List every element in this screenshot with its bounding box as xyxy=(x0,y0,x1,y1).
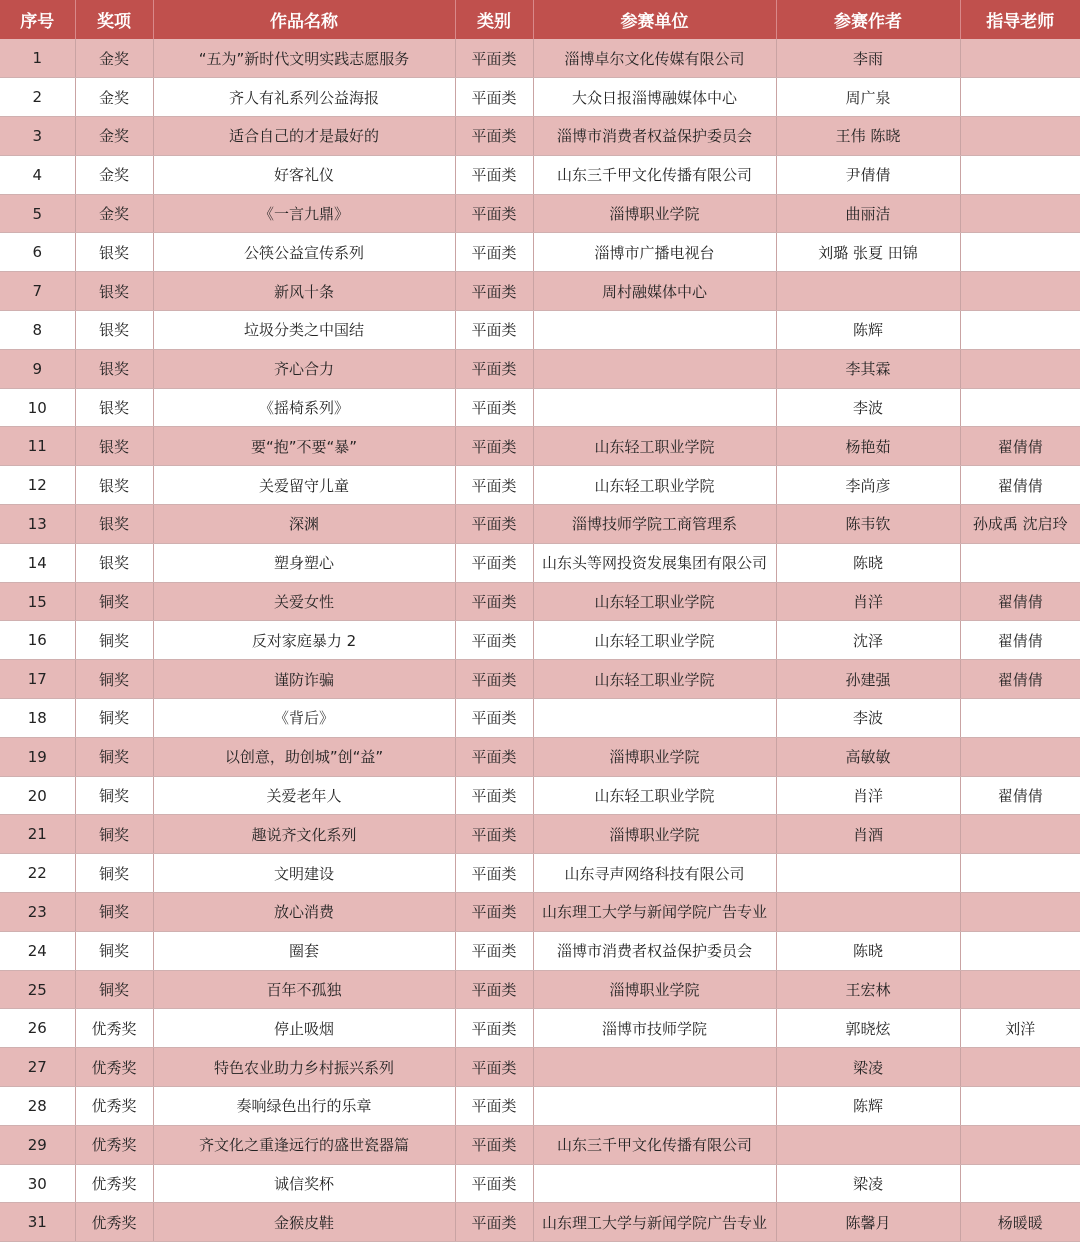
cell-title: 文明建设 xyxy=(153,854,455,893)
cell-award: 银奖 xyxy=(75,427,153,466)
cell-award: 铜奖 xyxy=(75,699,153,738)
cell-category: 平面类 xyxy=(455,117,533,156)
table-row xyxy=(0,737,1080,776)
cell-award: 铜奖 xyxy=(75,893,153,932)
cell-category: 平面类 xyxy=(455,1203,533,1242)
cell-no: 26 xyxy=(0,1009,75,1048)
cell-category: 平面类 xyxy=(455,155,533,194)
cell-teacher: 翟倩倩 xyxy=(960,660,1080,699)
table-row xyxy=(0,893,1080,932)
cell-title: 要“抱”不要“暴” xyxy=(153,427,455,466)
cell-no: 10 xyxy=(0,388,75,427)
cell-category: 平面类 xyxy=(455,194,533,233)
cell-author: 陈韦钦 xyxy=(776,505,960,544)
cell-author: 王伟 陈晓 xyxy=(776,117,960,156)
cell-author: 沈泽 xyxy=(776,621,960,660)
cell-no: 3 xyxy=(0,117,75,156)
cell-title: 新风十条 xyxy=(153,272,455,311)
cell-unit: 山东轻工职业学院 xyxy=(533,427,776,466)
table-row xyxy=(0,970,1080,1009)
cell-category: 平面类 xyxy=(455,737,533,776)
cell-category: 平面类 xyxy=(455,388,533,427)
cell-teacher: 翟倩倩 xyxy=(960,621,1080,660)
cell-title: 垃圾分类之中国结 xyxy=(153,311,455,350)
cell-no: 9 xyxy=(0,349,75,388)
cell-teacher xyxy=(960,1087,1080,1126)
cell-teacher xyxy=(960,311,1080,350)
cell-teacher: 翟倩倩 xyxy=(960,776,1080,815)
cell-title: 趣说齐文化系列 xyxy=(153,815,455,854)
cell-unit xyxy=(533,1048,776,1087)
cell-category: 平面类 xyxy=(455,621,533,660)
cell-author: 陈辉 xyxy=(776,1087,960,1126)
cell-teacher xyxy=(960,893,1080,932)
cell-award: 优秀奖 xyxy=(75,1203,153,1242)
cell-teacher xyxy=(960,815,1080,854)
cell-award: 银奖 xyxy=(75,388,153,427)
cell-no: 22 xyxy=(0,854,75,893)
cell-category: 平面类 xyxy=(455,466,533,505)
cell-no: 1 xyxy=(0,39,75,78)
cell-author: 陈晓 xyxy=(776,931,960,970)
cell-title: 《一言九鼎》 xyxy=(153,194,455,233)
cell-award: 优秀奖 xyxy=(75,1125,153,1164)
cell-author xyxy=(776,1125,960,1164)
table-row xyxy=(0,388,1080,427)
cell-title: 齐心合力 xyxy=(153,349,455,388)
cell-teacher xyxy=(960,854,1080,893)
cell-no: 16 xyxy=(0,621,75,660)
cell-teacher xyxy=(960,543,1080,582)
header-title: 作品名称 xyxy=(153,0,455,39)
cell-author: 尹倩倩 xyxy=(776,155,960,194)
header-row xyxy=(0,0,1080,39)
cell-category: 平面类 xyxy=(455,815,533,854)
table-row xyxy=(0,155,1080,194)
cell-unit: 山东理工大学与新闻学院广告专业 xyxy=(533,1203,776,1242)
cell-teacher xyxy=(960,117,1080,156)
cell-no: 31 xyxy=(0,1203,75,1242)
table-body xyxy=(0,39,1080,1242)
cell-teacher xyxy=(960,388,1080,427)
cell-unit: 大众日报淄博融媒体中心 xyxy=(533,78,776,117)
cell-teacher xyxy=(960,737,1080,776)
cell-unit: 淄博技师学院工商管理系 xyxy=(533,505,776,544)
table-header xyxy=(0,0,1080,39)
cell-award: 银奖 xyxy=(75,349,153,388)
cell-award: 优秀奖 xyxy=(75,1164,153,1203)
table-row xyxy=(0,1087,1080,1126)
cell-category: 平面类 xyxy=(455,78,533,117)
cell-author: 陈辉 xyxy=(776,311,960,350)
cell-teacher xyxy=(960,1164,1080,1203)
cell-teacher xyxy=(960,194,1080,233)
table-row xyxy=(0,466,1080,505)
cell-author: 陈馨月 xyxy=(776,1203,960,1242)
cell-unit xyxy=(533,699,776,738)
cell-no: 17 xyxy=(0,660,75,699)
cell-no: 13 xyxy=(0,505,75,544)
cell-award: 铜奖 xyxy=(75,970,153,1009)
cell-no: 25 xyxy=(0,970,75,1009)
cell-unit: 淄博职业学院 xyxy=(533,737,776,776)
cell-author: 曲丽洁 xyxy=(776,194,960,233)
cell-award: 铜奖 xyxy=(75,660,153,699)
cell-author: 梁凌 xyxy=(776,1048,960,1087)
cell-title: 好客礼仪 xyxy=(153,155,455,194)
cell-unit: 山东头等网投资发展集团有限公司 xyxy=(533,543,776,582)
cell-author: 郭晓炫 xyxy=(776,1009,960,1048)
cell-title: 关爱留守儿童 xyxy=(153,466,455,505)
table-row xyxy=(0,78,1080,117)
cell-title: “五为”新时代文明实践志愿服务 xyxy=(153,39,455,78)
cell-no: 29 xyxy=(0,1125,75,1164)
cell-teacher xyxy=(960,1125,1080,1164)
cell-author: 周广泉 xyxy=(776,78,960,117)
cell-award: 铜奖 xyxy=(75,737,153,776)
cell-author: 高敏敏 xyxy=(776,737,960,776)
cell-teacher xyxy=(960,970,1080,1009)
cell-unit xyxy=(533,1164,776,1203)
header-no: 序号 xyxy=(0,0,75,39)
header-category: 类别 xyxy=(455,0,533,39)
cell-category: 平面类 xyxy=(455,427,533,466)
header-unit: 参赛单位 xyxy=(533,0,776,39)
cell-award: 金奖 xyxy=(75,39,153,78)
cell-author: 李尚彦 xyxy=(776,466,960,505)
cell-title: 停止吸烟 xyxy=(153,1009,455,1048)
cell-no: 28 xyxy=(0,1087,75,1126)
cell-no: 6 xyxy=(0,233,75,272)
cell-title: 圈套 xyxy=(153,931,455,970)
cell-award: 优秀奖 xyxy=(75,1009,153,1048)
cell-no: 19 xyxy=(0,737,75,776)
cell-category: 平面类 xyxy=(455,854,533,893)
cell-unit: 淄博市广播电视台 xyxy=(533,233,776,272)
cell-no: 20 xyxy=(0,776,75,815)
cell-title: 百年不孤独 xyxy=(153,970,455,1009)
cell-award: 金奖 xyxy=(75,78,153,117)
table-row xyxy=(0,621,1080,660)
cell-author: 肖酒 xyxy=(776,815,960,854)
cell-unit: 山东轻工职业学院 xyxy=(533,776,776,815)
cell-teacher: 翟倩倩 xyxy=(960,582,1080,621)
cell-no: 14 xyxy=(0,543,75,582)
cell-title: 奏响绿色出行的乐章 xyxy=(153,1087,455,1126)
cell-title: 《背后》 xyxy=(153,699,455,738)
cell-award: 铜奖 xyxy=(75,854,153,893)
cell-category: 平面类 xyxy=(455,505,533,544)
cell-category: 平面类 xyxy=(455,1048,533,1087)
table-row xyxy=(0,543,1080,582)
cell-award: 银奖 xyxy=(75,505,153,544)
cell-unit: 山东三千甲文化传播有限公司 xyxy=(533,1125,776,1164)
table-row xyxy=(0,815,1080,854)
cell-unit: 淄博职业学院 xyxy=(533,815,776,854)
cell-title: 公筷公益宣传系列 xyxy=(153,233,455,272)
cell-author: 肖洋 xyxy=(776,776,960,815)
cell-unit xyxy=(533,349,776,388)
table-row xyxy=(0,660,1080,699)
table-row xyxy=(0,1164,1080,1203)
cell-award: 银奖 xyxy=(75,543,153,582)
cell-teacher xyxy=(960,349,1080,388)
table-row xyxy=(0,349,1080,388)
cell-author: 肖洋 xyxy=(776,582,960,621)
cell-title: 放心消费 xyxy=(153,893,455,932)
cell-award: 铜奖 xyxy=(75,582,153,621)
cell-author xyxy=(776,272,960,311)
cell-author: 陈晓 xyxy=(776,543,960,582)
cell-title: 适合自己的才是最好的 xyxy=(153,117,455,156)
cell-no: 30 xyxy=(0,1164,75,1203)
cell-teacher: 刘洋 xyxy=(960,1009,1080,1048)
cell-award: 金奖 xyxy=(75,155,153,194)
cell-award: 铜奖 xyxy=(75,931,153,970)
cell-no: 18 xyxy=(0,699,75,738)
cell-no: 7 xyxy=(0,272,75,311)
cell-unit: 山东理工大学与新闻学院广告专业 xyxy=(533,893,776,932)
cell-category: 平面类 xyxy=(455,311,533,350)
cell-teacher: 翟倩倩 xyxy=(960,427,1080,466)
cell-unit: 山东三千甲文化传播有限公司 xyxy=(533,155,776,194)
table-row xyxy=(0,117,1080,156)
cell-title: 塑身塑心 xyxy=(153,543,455,582)
cell-award: 铜奖 xyxy=(75,621,153,660)
cell-no: 12 xyxy=(0,466,75,505)
cell-teacher: 翟倩倩 xyxy=(960,466,1080,505)
table-row xyxy=(0,776,1080,815)
cell-title: 特色农业助力乡村振兴系列 xyxy=(153,1048,455,1087)
cell-teacher xyxy=(960,78,1080,117)
cell-category: 平面类 xyxy=(455,776,533,815)
header-award: 奖项 xyxy=(75,0,153,39)
table-row xyxy=(0,1009,1080,1048)
cell-unit: 淄博市技师学院 xyxy=(533,1009,776,1048)
cell-unit: 淄博职业学院 xyxy=(533,194,776,233)
cell-award: 金奖 xyxy=(75,117,153,156)
cell-no: 27 xyxy=(0,1048,75,1087)
cell-title: 以创意，助创城”创“益” xyxy=(153,737,455,776)
cell-title: 齐人有礼系列公益海报 xyxy=(153,78,455,117)
cell-author: 梁凌 xyxy=(776,1164,960,1203)
cell-title: 《摇椅系列》 xyxy=(153,388,455,427)
cell-category: 平面类 xyxy=(455,660,533,699)
cell-unit xyxy=(533,388,776,427)
cell-author xyxy=(776,854,960,893)
cell-category: 平面类 xyxy=(455,1125,533,1164)
cell-category: 平面类 xyxy=(455,1009,533,1048)
cell-unit: 淄博市消费者权益保护委员会 xyxy=(533,117,776,156)
cell-award: 银奖 xyxy=(75,272,153,311)
cell-unit: 淄博卓尔文化传媒有限公司 xyxy=(533,39,776,78)
table-row xyxy=(0,427,1080,466)
cell-author: 王宏林 xyxy=(776,970,960,1009)
cell-no: 11 xyxy=(0,427,75,466)
cell-teacher xyxy=(960,931,1080,970)
cell-author: 李波 xyxy=(776,388,960,427)
cell-title: 金猴皮鞋 xyxy=(153,1203,455,1242)
cell-no: 4 xyxy=(0,155,75,194)
header-author: 参赛作者 xyxy=(776,0,960,39)
cell-author: 孙建强 xyxy=(776,660,960,699)
cell-author: 李雨 xyxy=(776,39,960,78)
cell-unit: 周村融媒体中心 xyxy=(533,272,776,311)
table-row xyxy=(0,1125,1080,1164)
table-row xyxy=(0,582,1080,621)
cell-award: 优秀奖 xyxy=(75,1087,153,1126)
table-row xyxy=(0,194,1080,233)
cell-category: 平面类 xyxy=(455,699,533,738)
cell-title: 谨防诈骗 xyxy=(153,660,455,699)
table-row xyxy=(0,505,1080,544)
cell-category: 平面类 xyxy=(455,582,533,621)
cell-teacher xyxy=(960,155,1080,194)
cell-award: 金奖 xyxy=(75,194,153,233)
cell-unit xyxy=(533,311,776,350)
cell-title: 关爱女性 xyxy=(153,582,455,621)
cell-unit: 山东轻工职业学院 xyxy=(533,466,776,505)
cell-no: 21 xyxy=(0,815,75,854)
cell-no: 15 xyxy=(0,582,75,621)
cell-no: 5 xyxy=(0,194,75,233)
cell-category: 平面类 xyxy=(455,233,533,272)
cell-unit: 山东轻工职业学院 xyxy=(533,582,776,621)
cell-award: 铜奖 xyxy=(75,776,153,815)
cell-author: 李其霖 xyxy=(776,349,960,388)
cell-award: 铜奖 xyxy=(75,815,153,854)
cell-unit: 淄博职业学院 xyxy=(533,970,776,1009)
cell-category: 平面类 xyxy=(455,272,533,311)
cell-category: 平面类 xyxy=(455,1164,533,1203)
table-row xyxy=(0,272,1080,311)
cell-author: 李波 xyxy=(776,699,960,738)
table-row xyxy=(0,1203,1080,1242)
header-teacher: 指导老师 xyxy=(986,12,1055,32)
table-row xyxy=(0,1048,1080,1087)
table-row xyxy=(0,854,1080,893)
cell-unit: 山东寻声网络科技有限公司 xyxy=(533,854,776,893)
cell-category: 平面类 xyxy=(455,931,533,970)
cell-category: 平面类 xyxy=(455,543,533,582)
cell-category: 平面类 xyxy=(455,39,533,78)
table-row xyxy=(0,39,1080,78)
cell-author: 刘璐 张夏 田锦 xyxy=(776,233,960,272)
cell-unit: 山东轻工职业学院 xyxy=(533,621,776,660)
cell-title: 反对家庭暴力 2 xyxy=(153,621,455,660)
cell-teacher xyxy=(960,272,1080,311)
cell-title: 诚信奖杯 xyxy=(153,1164,455,1203)
cell-title: 齐文化之重逢远行的盛世瓷器篇 xyxy=(153,1125,455,1164)
cell-teacher xyxy=(960,39,1080,78)
cell-teacher: 杨暖暖 xyxy=(960,1203,1080,1242)
table-row xyxy=(0,699,1080,738)
cell-award: 银奖 xyxy=(75,233,153,272)
cell-title: 深渊 xyxy=(153,505,455,544)
cell-unit xyxy=(533,1087,776,1126)
cell-award: 优秀奖 xyxy=(75,1048,153,1087)
cell-unit: 淄博市消费者权益保护委员会 xyxy=(533,931,776,970)
cell-no: 24 xyxy=(0,931,75,970)
cell-category: 平面类 xyxy=(455,1087,533,1126)
cell-category: 平面类 xyxy=(455,970,533,1009)
cell-teacher xyxy=(960,233,1080,272)
cell-category: 平面类 xyxy=(455,349,533,388)
cell-title: 关爱老年人 xyxy=(153,776,455,815)
table-row xyxy=(0,311,1080,350)
cell-teacher xyxy=(960,699,1080,738)
cell-unit: 山东轻工职业学院 xyxy=(533,660,776,699)
table-row xyxy=(0,931,1080,970)
cell-author: 杨艳茹 xyxy=(776,427,960,466)
cell-category: 平面类 xyxy=(455,893,533,932)
cell-no: 8 xyxy=(0,311,75,350)
cell-award: 银奖 xyxy=(75,311,153,350)
table-row xyxy=(0,233,1080,272)
cell-teacher: 孙成禹 沈启玲 xyxy=(960,505,1080,544)
cell-teacher xyxy=(960,1048,1080,1087)
cell-author xyxy=(776,893,960,932)
cell-no: 23 xyxy=(0,893,75,932)
cell-no: 2 xyxy=(0,78,75,117)
cell-award: 银奖 xyxy=(75,466,153,505)
